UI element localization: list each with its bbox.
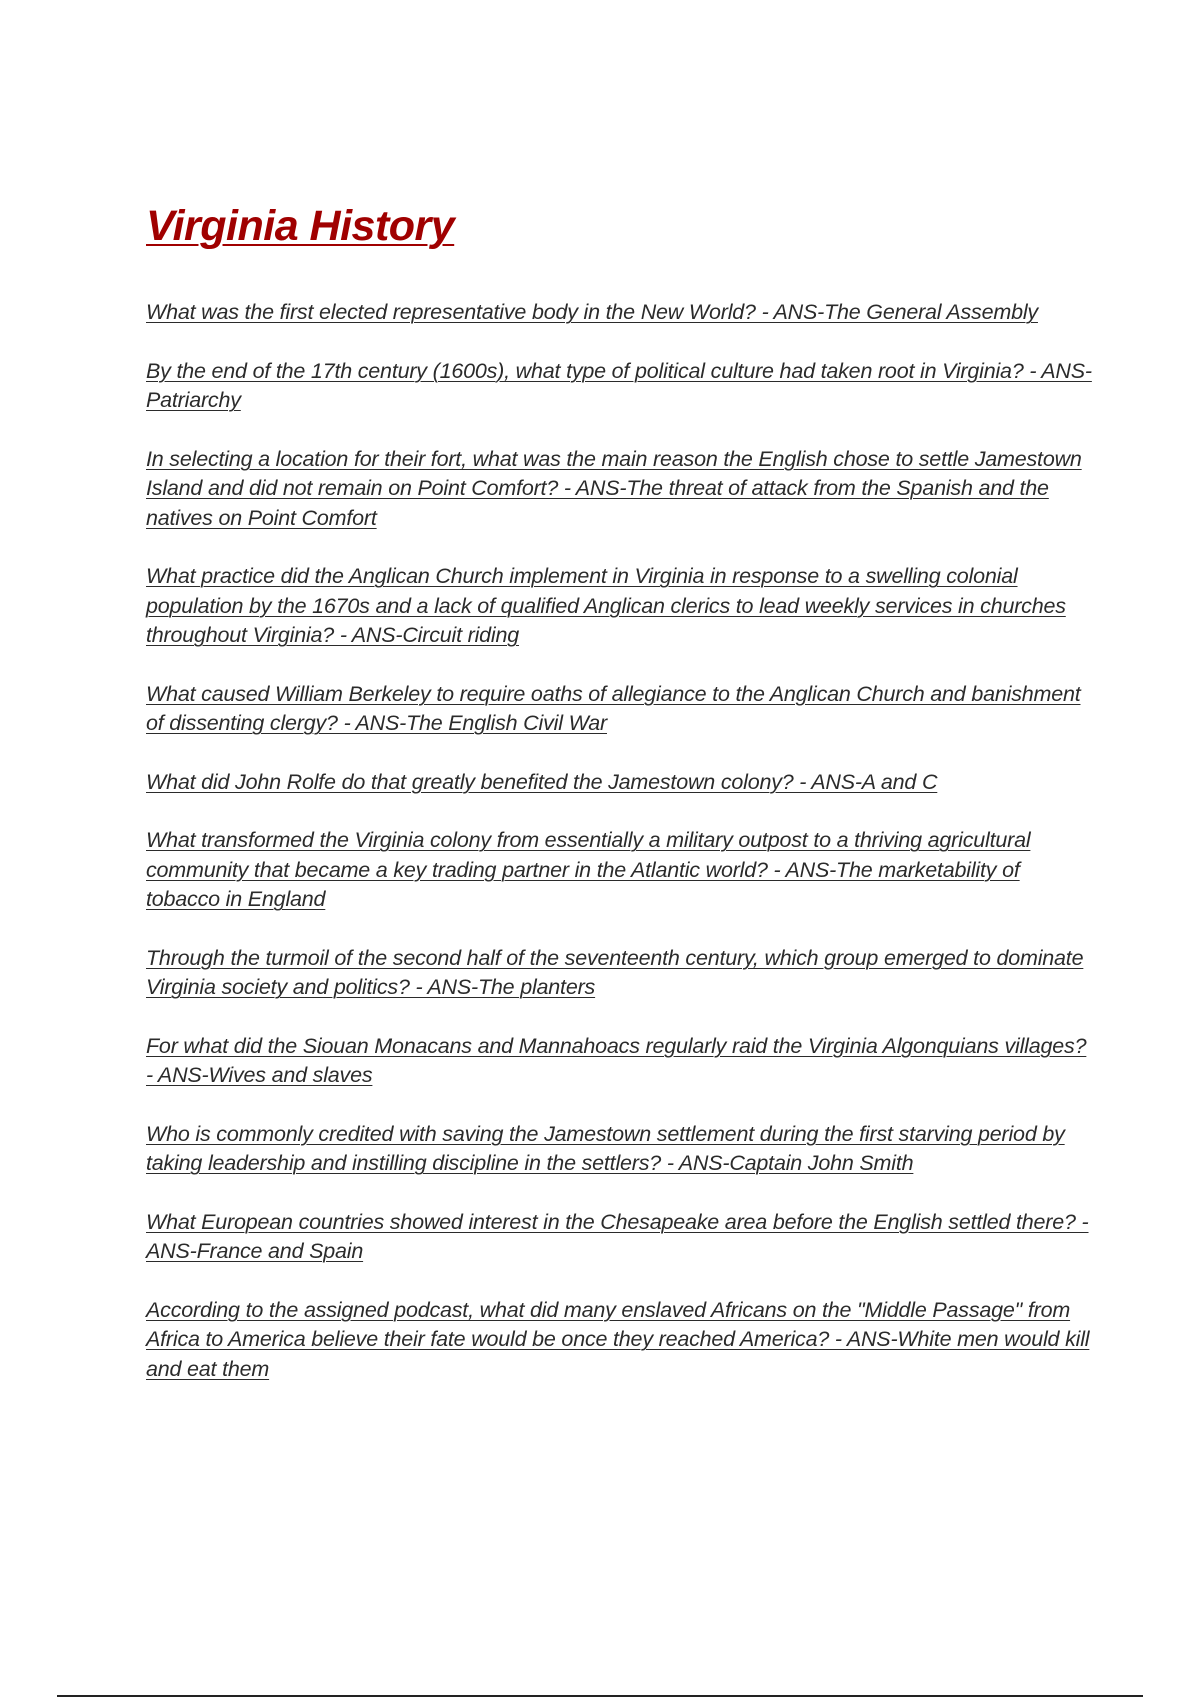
qa-item: What was the first elected representative body in the New World? - ANS-The General Assembly [146,300,1038,324]
qa-item: What practice did the Anglican Church implement in Virginia in response to a swelling colonial population by the 1670s and a lack of qualified Anglican clerics to lead weekly services in churches throughout Virginia? - ANS-Circuit riding [146,564,1066,647]
qa-item: What caused William Berkeley to require oaths of allegiance to the Anglican Church and banishment of dissenting clergy? - ANS-The English Civil War [146,681,1081,735]
footer-divider [57,1695,1143,1697]
qa-item: By the end of the 17th century (1600s), what type of political culture had taken root in Virginia? - ANS-Patriarchy [146,358,1092,412]
page-title: Virginia History [146,202,455,250]
qa-item: What transformed the Virginia colony from essentially a military outpost to a thriving agricultural community that became a key trading partner in the Atlantic world? - ANS-The marketability of tobacco in England [146,828,1031,911]
qa-item: Who is commonly credited with saving the Jamestown settlement during the first starving period by taking leadership and instilling discipline in the settlers? - ANS-Captain John Smith [146,1121,1065,1175]
qa-item: For what did the Siouan Monacans and Mannahoacs regularly raid the Virginia Algonquians villages? - ANS-Wives and slaves [146,1033,1087,1087]
qa-list [146,298,1096,1413]
qa-item: In selecting a location for their fort, what was the main reason the English chose to settle Jamestown Island and did not remain on Point Comfort? - ANS-The threat of attack from the Spanish and the natives on Point Comfort [146,446,1082,530]
qa-item: What did John Rolfe do that greatly benefited the Jamestown colony? - ANS-A and C [146,769,938,794]
qa-item: What European countries showed interest in the Chesapeake area before the English settled there? - ANS-France and Spain [146,1209,1089,1263]
qa-item: Through the turmoil of the second half of the seventeenth century, which group emerged to dominate Virginia society and politics? - ANS-The planters [146,945,1084,999]
qa-item: According to the assigned podcast, what did many enslaved Africans on the "Middle Passage" from Africa to America believe their fate would be once they reached America? - ANS-White men would kill and eat them [146,1297,1090,1381]
